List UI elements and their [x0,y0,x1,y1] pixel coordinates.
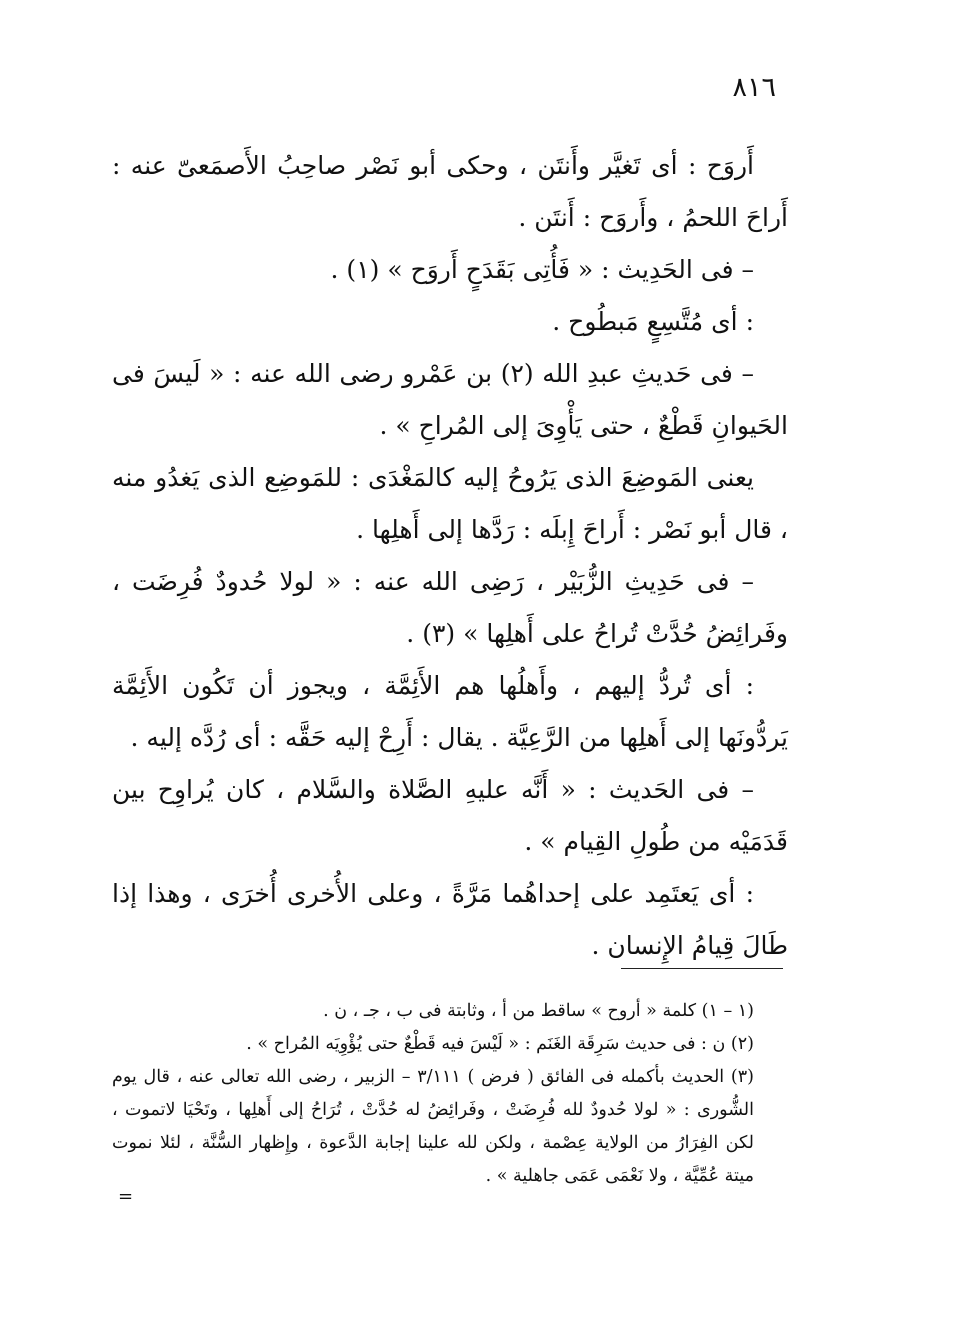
footnote-1: (١ – ١) كلمة « أروح » ساقط من أ ، وثابتة فى ب ، جـ ، ن . [323,1001,754,1021]
main-text [112,140,788,972]
paragraph-hadith-yurawih: – فى الحَديث : « أَنَّه عليهِ الصَّلاة والسَّلام ، كان يُراوِح بين قَدَمَيْه من طُولِ القِيام » . [112,775,788,856]
footnote-2: (٢) ن : فى حديث سَرِقَة الغَنَم : « لَيْسَ فيه قَطْعٌ حتى يُؤْوِيَه المُراح » . [246,1034,754,1054]
footnotes-section [112,995,788,1193]
paragraph-mabtuh-gloss: : أى مُتَّسِعٍ مَبطُوح . [552,307,754,336]
paragraph-hadith-zubayr: – فى حَدِيثِ الزُّبَيْر ، رَضِى الله عنه : « لولا حُدودٌ فُرِضَت ، وفَرائِضُ حُدَّتْ تُراحُ على أَهلِها » (٣) . [112,567,788,648]
footnote-3: (٣) الحديث بأكمله فى الفائق ( فرض ) ٣/١١١ – الزبير ، رضى الله تعالى عنه ، قال يوم الشُّورى : « لولا حُدودٌ لله فُرِضَتْ ، وفَرائِضُ له حُدَّتْ ، تُرَاحُ إلى أَهلِها ، وتَحْيَا لاتموت ، لكن الفِرَارُ من الولاية عِصْمة ، ولكن لله علينا إجابة الدَّعوة ، وإِظهار السُّنَّة ، لئلا نموت ميتة عُمِّيَّة ، ولا نَعْمَى عَمَى جاهلية » . [112,1067,754,1186]
paragraph-hadith-abdallah: – فى حَديثِ عبدِ الله (٢) بن عَمْرو رضى الله عنه : « لَيسَ فى الحَيوانِ قَطْعٌ ، حتى يَأْوِىَ إلى المُراحِ » . [112,359,788,440]
footnote-continuation-mark: = [118,1186,134,1207]
paragraph-arwah-definition: أَروَح : أى تَغيَّر وأَنتَن ، وحكى أبو نَصْر صاحِبُ الأَصمَعىّ عنه : أَراحَ اللحمُ ، وأَروَح : أَنتَن . [112,151,788,232]
footnote-divider [621,968,783,969]
paragraph-turah-gloss: : أى تُردُّ إليهم ، وأَهلُها هم الأَئِمَّة ، ويجوز أن تَكُون الأَئِمَّة يَردُّونَها إلى أَهلِها من الرَّعِيَّة . يقال : أَرِحْ إليه حَقَّه : أى رُدَّه إليه . [112,671,788,752]
paragraph-hadith-qadah: – فى الحَدِيث : « فَأُتِى بَقَدَحٍ أَروَح » (١) . [330,255,754,284]
page-number: ٨١٦ [732,72,776,103]
paragraph-yurawih-gloss: : أى يَعتَمِد على إحداهُما مَرَّةً ، وعلى الأُخرى أُخرَى ، وهذا إذا طَالَ قِيامُ الإِنسان . [112,879,788,960]
paragraph-murah-gloss: يعنى المَوضِعَ الذى يَرُوحُ إليه كالمَغْدَى : للمَوضِع الذى يَغدُو منه ، قال أبو نَصْر : أَراحَ إِبلَه : رَدَّها إلى أَهلِها . [112,463,788,544]
